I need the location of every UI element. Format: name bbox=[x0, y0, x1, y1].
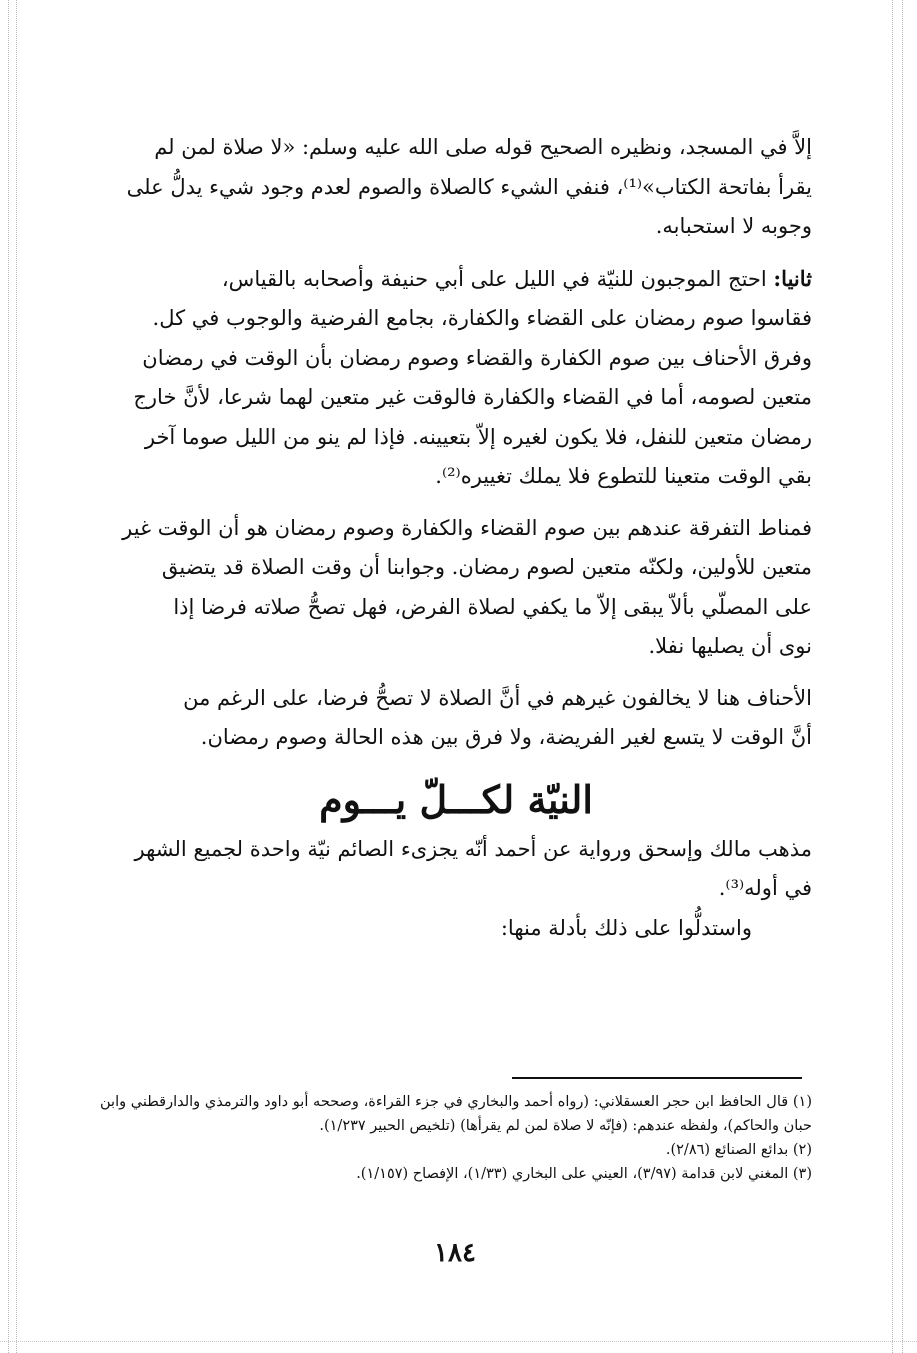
paragraph-3 bbox=[100, 509, 812, 667]
text-line: وفرق الأحناف بين صوم الكفارة والقضاء وصوم رمضان بأن الوقت في رمضان bbox=[142, 345, 812, 370]
text-line: مذهب مالك وإسحق ورواية عن أحمد أنّه يجزىء الصائم نيّة واحدة لجميع الشهر bbox=[134, 836, 812, 861]
footnote-3: (٣) المغني لابن قدامة (٣/٩٧)، العيني على البخاري (١/٣٣)، الإفصاح (١/١٥٧). bbox=[356, 1166, 812, 1182]
paragraph-2 bbox=[100, 259, 812, 497]
text-line bbox=[100, 259, 812, 300]
text-line: وجوبه لا استحبابه. bbox=[655, 214, 812, 238]
page-body bbox=[100, 128, 812, 960]
footnotes bbox=[100, 1090, 812, 1186]
paragraph-1 bbox=[100, 128, 812, 247]
text-line: في أوله⁽³⁾. bbox=[718, 876, 812, 900]
text-line: على المصلّي بألاّ يبقى إلاّ ما يكفي لصلاة الفرض، فهل تصحُّ صلاته فرضا إذا bbox=[173, 594, 812, 619]
text-line: يقرأ بفاتحة الكتاب»⁽¹⁾، فنفي الشيء كالصلاة والصوم لعدم وجود شيء يدلُّ على bbox=[126, 174, 812, 199]
footnote-1: (١) قال الحافظ ابن حجر العسقلاني: (رواه أحمد والبخاري في جزء القراءة، وصححه أبو داود والترمذي والدارقطني وابن حبان والحاكم)، ولفظه عندهم: (فإنّه لا صلاة لمن لم يقرأها) (تلخيص الحبير ١/٢٣٧). bbox=[100, 1094, 812, 1134]
paragraph-lead: ثانيا: bbox=[773, 265, 812, 291]
text-line: فمناط التفرقة عندهم بين صوم القضاء والكفارة وصوم رمضان هو أن الوقت غير bbox=[122, 515, 812, 540]
section-heading: النيّة لكـــلّ يـــوم bbox=[319, 776, 593, 822]
footnote-2: (٢) بدائع الصنائع (٢/٨٦). bbox=[665, 1142, 812, 1158]
paragraph-5 bbox=[100, 830, 812, 949]
page-number: ١٨٤ bbox=[434, 1238, 476, 1268]
scan-guide-line bbox=[0, 1341, 917, 1342]
text-line: الأحناف هنا لا يخالفون غيرهم في أنَّ الصلاة لا تصحُّ فرضا، على الرغم من bbox=[183, 685, 812, 710]
scan-guide-line bbox=[902, 0, 903, 1353]
text-line: أنَّ الوقت لا يتسع لغير الفريضة، ولا فرق بين هذه الحالة وصوم رمضان. bbox=[200, 725, 812, 749]
scan-guide-line bbox=[16, 0, 17, 1353]
footnote-separator bbox=[512, 1077, 802, 1079]
text-line: بقي الوقت متعينا للتطوع فلا يملك تغييره⁽²⁾. bbox=[435, 464, 812, 488]
text-line: إلاَّ في المسجد، ونظيره الصحيح قوله صلى الله عليه وسلم: «لا صلاة لمن لم bbox=[154, 135, 812, 159]
paragraph-4 bbox=[100, 679, 812, 758]
text-line: نوى أن يصليها نفلا. bbox=[648, 634, 812, 658]
scan-guide-line bbox=[8, 0, 9, 1353]
text-line: متعين لصومه، أما في القضاء والكفارة فالوقت غير متعين لهما شرعا، لأنَّ خارج bbox=[133, 385, 812, 409]
text-span: احتج الموجبون للنيّة في الليل على أبي حنيفة وأصحابه بالقياس، bbox=[221, 266, 774, 291]
scan-guide-line bbox=[892, 0, 893, 1353]
text-line: فقاسوا صوم رمضان على القضاء والكفارة، بجامع الفرضية والوجوب في كل. bbox=[152, 306, 812, 330]
text-line: رمضان متعين للنفل، فلا يكون لغيره إلاّ بتعيينه. فإذا لم ينو من الليل صوما آخر bbox=[144, 424, 812, 449]
text-line-indented: واستدلُّوا على ذلك بأدلة منها: bbox=[500, 915, 752, 940]
text-line: متعين للأولين، ولكنّه متعين لصوم رمضان. وجوابنا أن وقت الصلاة قد يتضيق bbox=[161, 555, 812, 579]
